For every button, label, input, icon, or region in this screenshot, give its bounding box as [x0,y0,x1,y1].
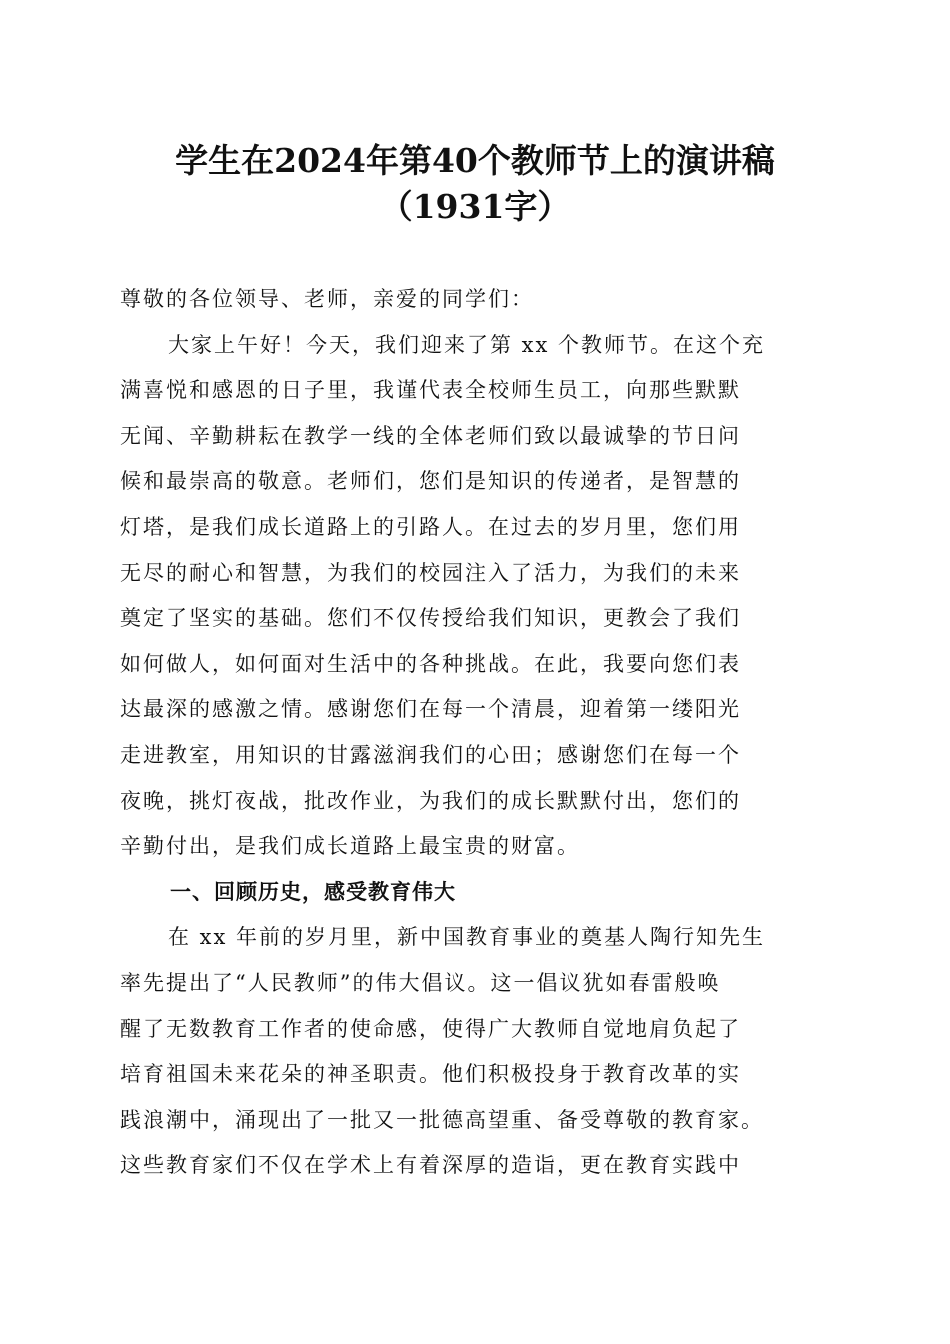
paragraph-line: 这些教育家们不仅在学术上有着深厚的造诣，更在教育实践中 [120,1153,741,1178]
paragraph-line: 无闻、辛勤耕耘在教学一线的全体老师们致以最诚挚的节日问 [120,423,741,448]
paragraph-line: 无尽的耐心和智慧，为我们的校园注入了活力，为我们的未来 [120,560,741,585]
paragraph-line: 醒了无数教育工作者的使命感，使得广大教师自觉地肩负起了 [120,1016,741,1041]
paragraph-line: 走进教室，用知识的甘露滋润我们的心田；感谢您们在每一个 [120,742,741,767]
paragraph-line: 辛勤付出，是我们成长道路上最宝贵的财富。 [120,834,580,859]
paragraph-line: 奠定了坚实的基础。您们不仅传授给我们知识，更教会了我们 [120,606,741,631]
document-word-count: （1931字） [379,187,571,226]
document-body [120,277,828,1189]
paragraph-line: 践浪潮中，涌现出了一批又一批德高望重、备受尊敬的教育家。 [120,1107,764,1132]
paragraph-line: 率先提出了“人民教师”的伟大倡议。这一倡议犹如春雷般唤 [120,970,721,995]
section-heading: 一、回顾历史，感受教育伟大 [170,879,456,904]
paragraph-line: 夜晚，挑灯夜战，批改作业，为我们的成长默默付出，您们的 [120,788,741,813]
paragraph-line: 满喜悦和感恩的日子里，我谨代表全校师生员工，向那些默默 [120,378,741,403]
paragraph-line: 在 xx 年前的岁月里，新中国教育事业的奠基人陶行知先生 [168,925,766,950]
paragraph-line: 如何做人，如何面对生活中的各种挑战。在此，我要向您们表 [120,651,741,676]
salutation: 尊敬的各位领导、老师，亲爱的同学们： [120,287,534,311]
paragraph-line: 达最深的感激之情。感谢您们在每一个清晨，迎着第一缕阳光 [120,697,741,722]
paragraph-line: 候和最崇高的敬意。老师们，您们是知识的传递者，是智慧的 [120,469,741,494]
paragraph-line: 培育祖国未来花朵的神圣职责。他们积极投身于教育改革的实 [120,1062,741,1087]
document-title: 学生在2024年第40个教师节上的演讲稿 [175,141,775,180]
paragraph-line: 大家上午好！今天，我们迎来了第 xx 个教师节。在这个充 [168,332,766,357]
paragraph-line: 灯塔，是我们成长道路上的引路人。在过去的岁月里，您们用 [120,514,741,539]
